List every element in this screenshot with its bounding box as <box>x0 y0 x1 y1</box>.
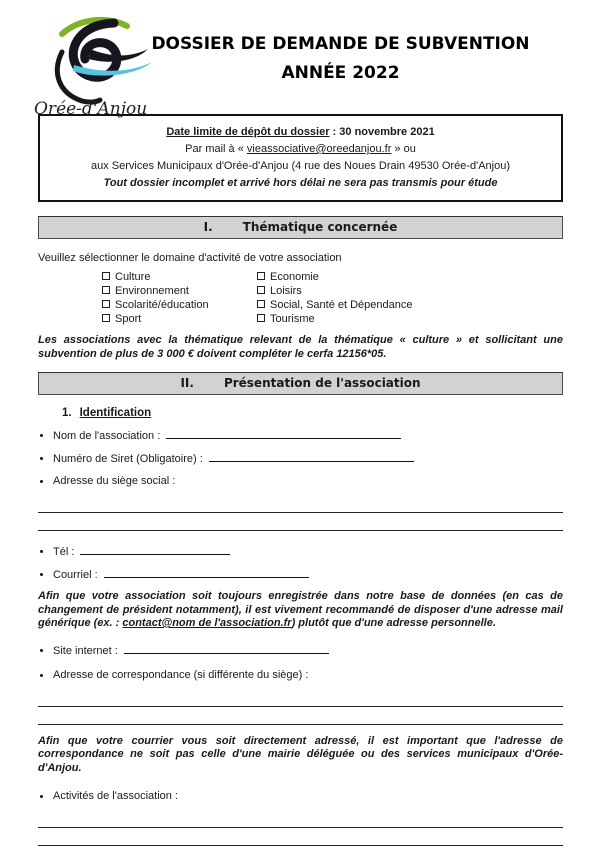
field-label: Numéro de Siret (Obligatoire) : <box>53 453 203 465</box>
logo-wordmark: Orée-d'Anjou <box>34 99 148 119</box>
option-sport <box>102 312 257 326</box>
postal-address-line: aux Services Municipaux d'Orée-d'Anjou (4 rue des Noues Drain 49530 Orée-d'Anjou) <box>90 160 511 172</box>
theme-instruction: Veuillez sélectionner le domaine d'activité de votre association <box>38 252 342 264</box>
option-tourisme <box>257 312 413 326</box>
option-social-sante-dependance <box>257 298 413 312</box>
checkbox-sport <box>102 314 110 322</box>
bullet-icon <box>40 649 43 652</box>
checkbox-tourisme <box>257 314 265 322</box>
checkbox-loisirs <box>257 286 265 294</box>
deadline-warning: Tout dossier incomplet et arrivé hors délai ne sera pas transmis pour étude <box>103 177 498 189</box>
field-activites <box>38 789 563 803</box>
option-scolarite-education <box>102 298 257 312</box>
option-label: Culture <box>115 271 151 283</box>
bullet-icon <box>40 550 43 553</box>
option-loisirs <box>257 284 413 298</box>
adresse-corr-line-2 <box>38 724 563 725</box>
bullet-icon <box>40 573 43 576</box>
section-1-header <box>38 216 563 239</box>
bullet-icon <box>40 480 43 483</box>
option-economie <box>257 270 413 284</box>
courriel-fill-line <box>104 567 309 578</box>
bullet-icon <box>40 674 43 677</box>
section-1-numeral: I. <box>203 220 213 234</box>
document-title <box>118 30 563 88</box>
option-environnement <box>102 284 257 298</box>
deadline-line <box>44 124 557 141</box>
mail-line-prefix: Par mail à « <box>185 143 247 155</box>
checkbox-environnement <box>102 286 110 294</box>
option-label: Scolarité/éducation <box>115 299 209 311</box>
option-label: Tourisme <box>270 313 315 325</box>
section-2-title: Présentation de l'association <box>223 376 421 390</box>
bullet-icon <box>40 795 43 798</box>
field-label: Nom de l'association : <box>53 430 161 442</box>
field-siret <box>38 451 563 466</box>
option-label: Sport <box>115 313 142 325</box>
note-text: Afin que votre association soit toujours enregistrée dans notre base de données (en cas de changement de président notamment), il est vivement recommandé de disposer d'une adresse mail générique (ex. : <box>38 590 563 629</box>
tel-fill-line <box>80 544 230 555</box>
section-2-header <box>38 372 563 395</box>
adresse-siege-line-2 <box>38 530 563 531</box>
title-line-1: DOSSIER DE DEMANDE DE SUBVENTION <box>151 34 530 54</box>
field-label: Adresse de correspondance (si différente du siège) : <box>53 668 309 681</box>
option-label: Loisirs <box>270 285 302 297</box>
title-line-2: ANNÉE 2022 <box>281 63 400 83</box>
activites-line-2 <box>38 845 563 846</box>
option-label: Social, Santé et Dépendance <box>270 299 413 311</box>
subsection-number: 1. <box>62 407 72 419</box>
checkbox-scolarite-education <box>102 300 110 308</box>
checkbox-economie <box>257 272 265 280</box>
checkbox-social-sante-dependance <box>257 300 265 308</box>
mail-line-suffix: » ou <box>391 143 416 155</box>
field-courriel <box>38 567 563 582</box>
subsection-identification <box>62 407 601 419</box>
field-label: Courriel : <box>53 569 98 581</box>
bullet-icon <box>40 434 43 437</box>
deadline-box <box>38 114 563 202</box>
theme-options <box>102 270 601 326</box>
field-label: Adresse du siège social : <box>53 475 176 487</box>
adresse-corr-line-1 <box>38 706 563 707</box>
nom-fill-line <box>166 428 401 439</box>
section-1-title: Thématique concernée <box>242 220 398 234</box>
deadline-label: Date limite de dépôt du dossier <box>166 126 330 138</box>
field-nom-association <box>38 428 563 443</box>
document-header <box>34 8 563 119</box>
email-link[interactable]: vieassociative@oreedanjou.fr <box>246 143 392 155</box>
subsection-title: Identification <box>79 407 152 419</box>
culture-cerfa-note: Les associations avec la thématique relevant de la thématique « culture » et sollicitant une subvention de plus de 3 000 € doivent compléter le cerfa 12156*05. <box>38 334 563 360</box>
option-culture <box>102 270 257 284</box>
bullet-icon <box>40 457 43 460</box>
field-site-internet <box>38 643 563 658</box>
field-label: Tél : <box>53 546 75 558</box>
adresse-siege-line-1 <box>38 512 563 513</box>
field-label: Activités de l'association : <box>53 790 178 802</box>
mail-line <box>44 141 557 158</box>
field-label: Site internet : <box>53 644 118 657</box>
deadline-date: : 30 novembre 2021 <box>329 126 435 138</box>
activites-line-1 <box>38 827 563 828</box>
option-label: Economie <box>270 271 319 283</box>
field-tel <box>38 544 563 559</box>
site-fill-line <box>124 643 329 654</box>
note-text: ) plutôt que d'une adresse personnelle. <box>291 617 496 629</box>
checkbox-culture <box>102 272 110 280</box>
theme-options-right <box>257 270 413 326</box>
generic-email-note <box>38 590 563 631</box>
correspondance-note: Afin que votre courrier vous soit directement adressé, il est important que l'adresse de correspondance ne soit pas celle d'une mairie déléguée ou des services municipaux d'Orée-d'Anjou. <box>38 734 563 774</box>
field-adresse-correspondance <box>38 668 563 682</box>
option-label: Environnement <box>115 285 189 297</box>
example-email-link[interactable]: contact@nom de l'association.fr <box>122 617 292 629</box>
theme-options-left <box>102 270 257 326</box>
field-adresse-siege <box>38 474 563 488</box>
section-2-numeral: II. <box>180 376 194 390</box>
siret-fill-line <box>209 451 414 462</box>
